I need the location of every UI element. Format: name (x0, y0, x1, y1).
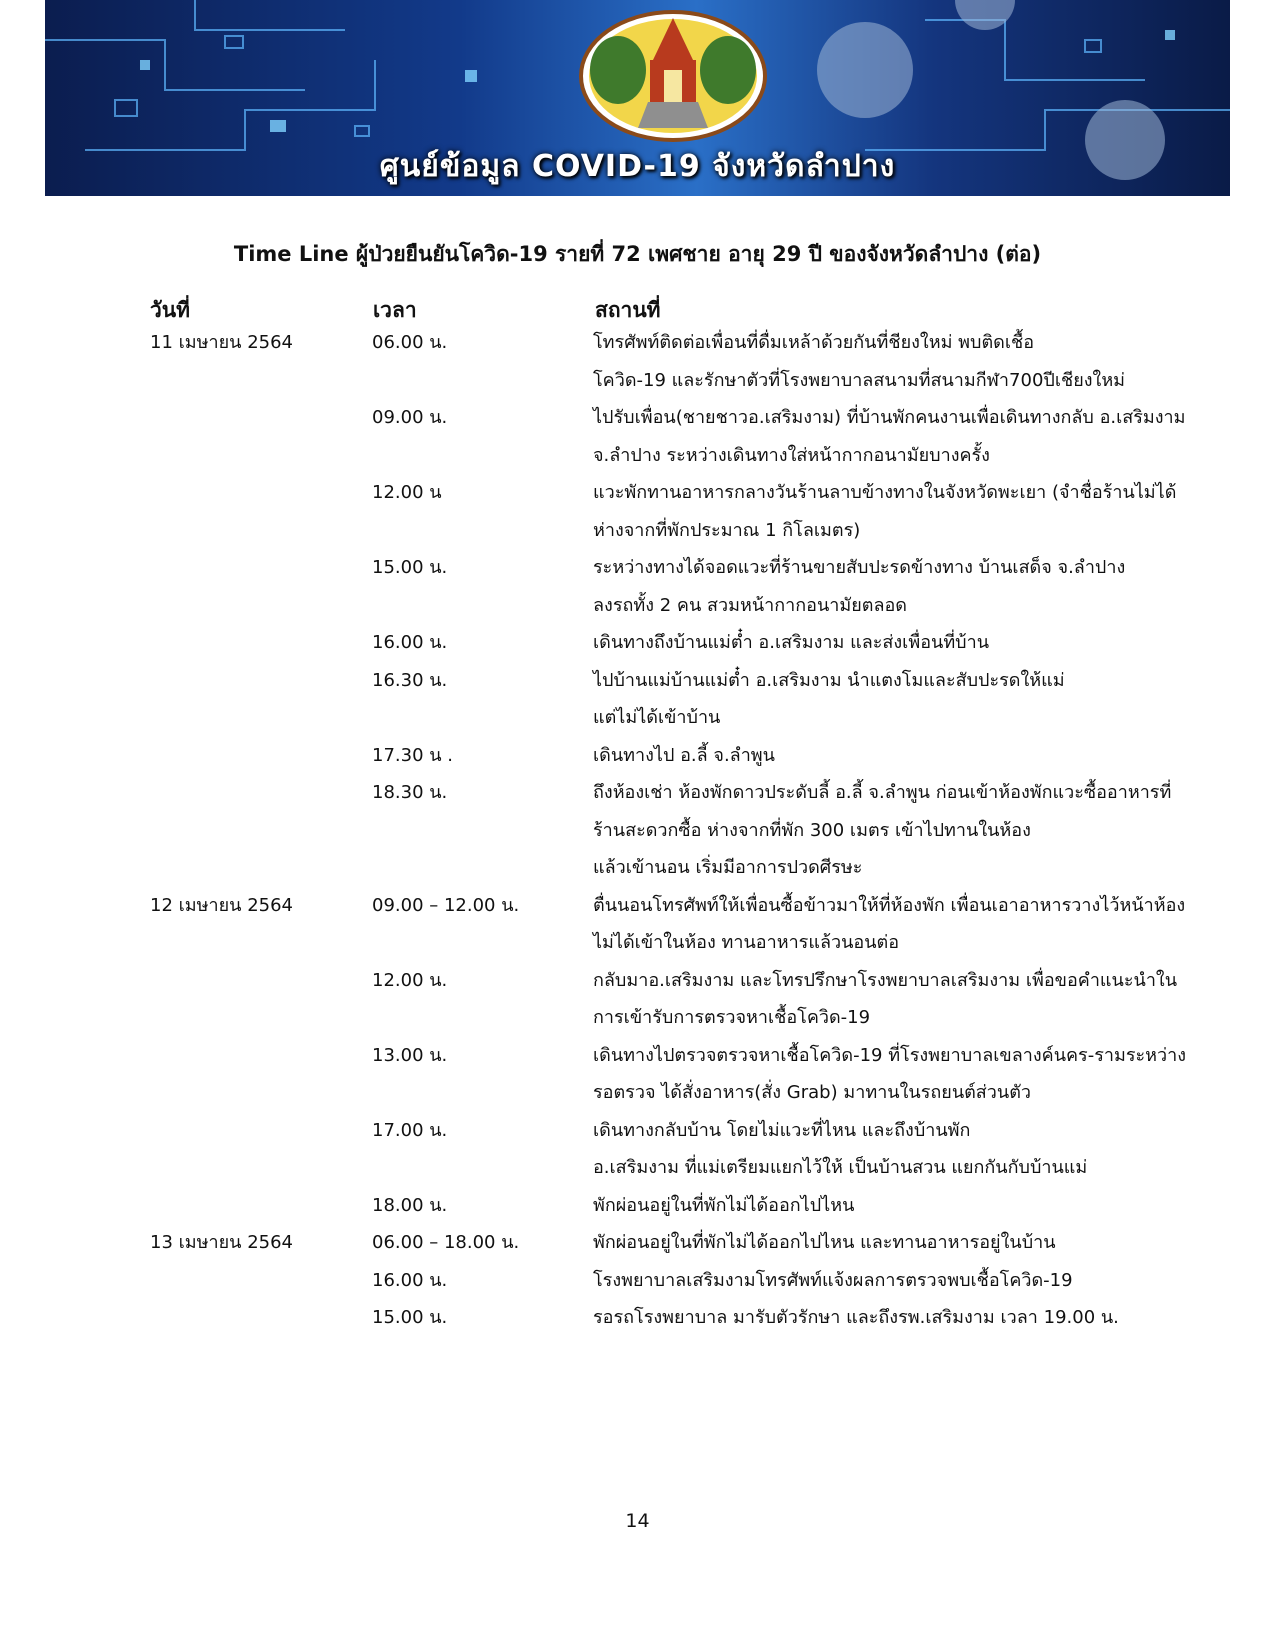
timeline-description: ลงรถทั้ง 2 คน สวมหน้ากากอนามัยตลอด (593, 594, 907, 616)
timeline-time: 15.00 น. (372, 1307, 448, 1328)
timeline-time: 09.00 – 12.00 น. (372, 894, 520, 916)
timeline-description: ร้านสะดวกซื้อ ห่างจากที่พัก 300 เมตร เข้าไปทานในห้อง (593, 819, 1031, 841)
timeline-description: ถึงห้องเช่า ห้องพักดาวประดับลี้ อ.ลี้ จ.ลำพูน ก่อนเข้าห้องพักแวะซื้ออาหารที่ (593, 782, 1172, 803)
timeline-time: 17.30 น . (372, 744, 453, 766)
column-header-date: วันที่ (150, 298, 190, 322)
column-header-time: เวลา (373, 298, 417, 322)
provincial-seal-emblem-icon (578, 10, 768, 142)
timeline-description: กลับมาอ.เสริมงาม และโทรปรึกษาโรงพยาบาลเสริมงาม เพื่อขอคำแนะนำใน (593, 969, 1178, 991)
timeline-date: 13 เมษายน 2564 (150, 1232, 293, 1253)
timeline-description: รอตรวจ ได้สั่งอาหาร(สั่ง Grab) มาทานในรถยนต์ส่วนตัว (593, 1082, 1032, 1103)
timeline-description: ไม่ได้เข้าในห้อง ทานอาหารแล้วนอนต่อ (593, 932, 899, 953)
timeline-description: แล้วเข้านอน เริ่มมีอาการปวดศีรษะ (593, 857, 863, 878)
timeline-time: 09.00 น. (372, 407, 448, 428)
timeline-description: ไปบ้านแม่บ้านแม่ต๋ำ อ.เสริมงาม นำแตงโมและสับปะรดให้แม่ (593, 669, 1065, 691)
timeline-date: 11 เมษายน 2564 (150, 332, 293, 353)
timeline-time: 16.00 น. (372, 632, 448, 653)
timeline-description: จ.ลำปาง ระหว่างเดินทางใส่หน้ากากอนามัยบางครั้ง (593, 444, 990, 466)
timeline-time: 18.00 น. (372, 1194, 448, 1216)
timeline-description: โทรศัพท์ติดต่อเพื่อนที่ดื่มเหล้าด้วยกันที่ชียงใหม่ พบติดเชื้อ (593, 332, 1034, 353)
timeline-time: 13.00 น. (372, 1044, 448, 1066)
timeline-time: 06.00 น. (372, 332, 448, 353)
timeline-time: 16.30 น. (372, 669, 448, 691)
timeline-time: 06.00 – 18.00 น. (372, 1232, 520, 1253)
timeline-time: 17.00 น. (372, 1119, 448, 1141)
timeline-description: พักผ่อนอยู่ในที่พักไม่ได้ออกไปไหน (593, 1194, 855, 1216)
timeline-description: รอรถโรงพยาบาล มารับตัวรักษา และถึงรพ.เสริมงาม เวลา 19.00 น. (593, 1307, 1119, 1328)
timeline-description: พักผ่อนอยู่ในที่พักไม่ได้ออกไปไหน และทานอาหารอยู่ในบ้าน (593, 1232, 1056, 1253)
timeline-date: 12 เมษายน 2564 (150, 894, 293, 916)
column-header-place: สถานที่ (595, 298, 661, 322)
timeline-time: 16.00 น. (372, 1269, 448, 1291)
timeline-description: ห่างจากที่พักประมาณ 1 กิโลเมตร) (593, 519, 861, 541)
timeline-description: อ.เสริมงาม ที่แม่เตรียมแยกไว้ให้ เป็นบ้านสวน แยกกันกับบ้านแม่ (593, 1157, 1088, 1178)
timeline-description: แวะพักทานอาหารกลางวันร้านลาบข้างทางในจังหวัดพะเยา (จำชื่อร้านไม่ได้ (593, 482, 1177, 503)
timeline-description: ตื่นนอนโทรศัพท์ให้เพื่อนซื้อข้าวมาให้ที่ห้องพัก เพื่อนเอาอาหารวางไว้หน้าห้อง (593, 894, 1186, 916)
timeline-description: การเข้ารับการตรวจหาเชื้อโควิด-19 (593, 1007, 871, 1028)
timeline-time: 18.30 น. (372, 782, 448, 803)
timeline-description: เดินทางกลับบ้าน โดยไม่แวะที่ไหน และถึงบ้านพัก (593, 1119, 971, 1141)
page-number: 14 (625, 1510, 650, 1532)
timeline-description: โควิด-19 และรักษาตัวที่โรงพยาบาลสนามที่สนามกีฬา700ปีเชียงใหม่ (593, 369, 1126, 391)
timeline-description: ไปรับเพื่อน(ชายชาวอ.เสริมงาม) ที่บ้านพักคนงานเพื่อเดินทางกลับ อ.เสริมงาม (593, 407, 1186, 428)
timeline-time: 12.00 น. (372, 969, 448, 991)
header-banner (45, 0, 1230, 196)
banner-title: ศูนย์ข้อมูล COVID-19 จังหวัดลำปาง (379, 149, 896, 184)
document-title: Time Line ผู้ป่วยยืนยันโควิด-19 รายที่ 72 เพศชาย อายุ 29 ปี ของจังหวัดลำปาง (ต่อ) (233, 242, 1042, 266)
timeline-description: เดินทางไป อ.ลี้ จ.ลำพูน (593, 744, 775, 766)
timeline-time: 15.00 น. (372, 557, 448, 578)
timeline-description: เดินทางถึงบ้านแม่ต๋ำ อ.เสริมงาม และส่งเพื่อนที่บ้าน (593, 632, 990, 653)
timeline-description: เดินทางไปตรวจตรวจหาเชื้อโควิด-19 ที่โรงพยาบาลเขลางค์นคร-รามระหว่าง (593, 1044, 1187, 1066)
timeline-description: โรงพยาบาลเสริมงามโทรศัพท์แจ้งผลการตรวจพบเชื้อโควิด-19 (593, 1269, 1073, 1291)
timeline-description: แต่ไม่ได้เข้าบ้าน (593, 707, 721, 728)
timeline-description: ระหว่างทางได้จอดแวะที่ร้านขายสับปะรดข้างทาง บ้านเสด็จ จ.ลำปาง (593, 557, 1126, 578)
timeline-time: 12.00 น (372, 482, 442, 503)
